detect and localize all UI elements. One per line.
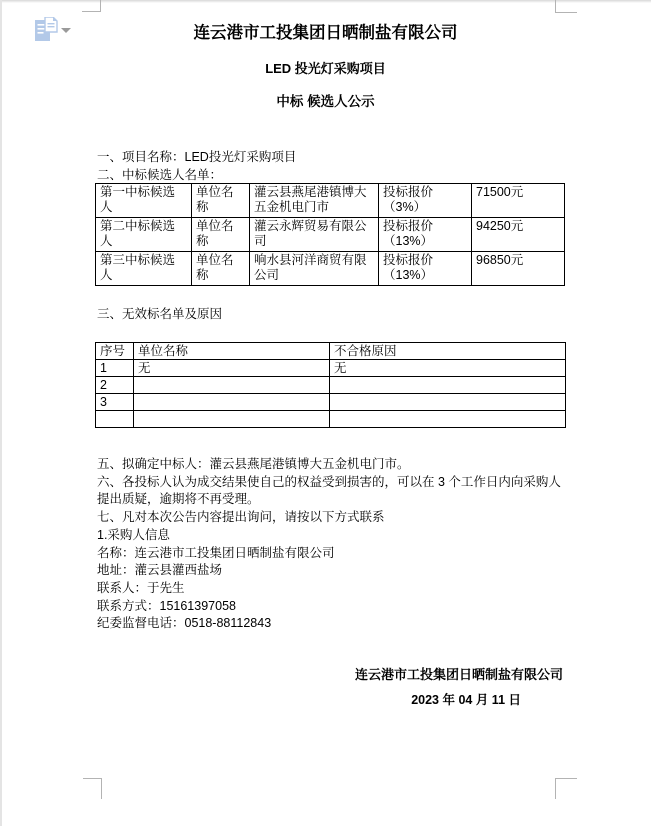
table-row <box>96 411 566 428</box>
row-no: 2 <box>96 377 134 394</box>
section-3-invalid-bids-label: 三、无效标名单及原因 <box>97 307 223 321</box>
contact-phone: 联系方式：15161397058 <box>97 598 236 613</box>
candidate-rank: 第二中标候选人 <box>96 218 192 252</box>
candidates-table <box>95 183 565 286</box>
signature-date: 2023 年 04 月 11 日 <box>411 693 521 707</box>
signature-block <box>97 664 563 708</box>
doc-title-company: 连云港市工投集团日晒制盐有限公司 <box>193 24 458 42</box>
row-no: 3 <box>96 394 134 411</box>
doc-title-project: LED 投光灯采购项目 <box>265 61 386 76</box>
table-row <box>96 394 566 411</box>
margin-mark-bottom-right <box>555 778 577 799</box>
price-value: 71500元 <box>472 184 565 218</box>
row-unit <box>134 411 330 428</box>
row-unit <box>134 377 330 394</box>
candidate-company: 灌云县燕尾港镇博大五金机电门市 <box>250 184 379 218</box>
doc-title-announcement: 中标 候选人公示 <box>276 94 375 109</box>
margin-mark-bottom-left <box>83 778 102 799</box>
col-header-unit: 单位名称 <box>134 343 330 360</box>
invalid-bids-table <box>95 342 566 428</box>
price-label: 投标报价（13%） <box>379 218 472 252</box>
row-reason: 无 <box>330 360 566 377</box>
unit-label: 单位名称 <box>192 184 250 218</box>
purchaser-info-label: 1.采购人信息 <box>97 527 170 542</box>
contact-person: 联系人：于先生 <box>97 580 185 595</box>
supervision-phone: 纪委监督电话：0518-88112843 <box>97 616 272 631</box>
contact-address: 地址：灌云县灌西盐场 <box>97 563 223 578</box>
table-row <box>96 184 565 218</box>
margin-mark-top-left <box>82 0 101 12</box>
table-header-row <box>96 343 566 360</box>
row-unit: 无 <box>134 360 330 377</box>
section-5-winner: 五、拟确定中标人：灌云县燕尾港镇博大五金机电门市。 <box>97 457 410 471</box>
section-1-project-name: 一、项目名称：LED投光灯采购项目 <box>97 150 297 164</box>
price-label: 投标报价（13%） <box>379 252 472 286</box>
lower-text-block <box>97 456 565 633</box>
row-no: 1 <box>96 360 134 377</box>
table-row <box>96 377 566 394</box>
candidate-rank: 第三中标候选人 <box>96 252 192 286</box>
col-header-reason: 不合格原因 <box>330 343 566 360</box>
price-label: 投标报价（3%） <box>379 184 472 218</box>
candidate-company: 响水县河洋商贸有限公司 <box>250 252 379 286</box>
section-7-contact-intro: 七、凡对本次公告内容提出询问，请按以下方式联系 <box>97 510 385 525</box>
row-reason <box>330 394 566 411</box>
contact-name: 名称：连云港市工投集团日晒制盐有限公司 <box>97 545 335 560</box>
unit-label: 单位名称 <box>192 218 250 252</box>
signature-company: 连云港市工投集团日晒制盐有限公司 <box>354 667 563 682</box>
table-row <box>96 252 565 286</box>
margin-mark-top-right <box>555 0 577 13</box>
row-reason <box>330 411 566 428</box>
table-row <box>96 218 565 252</box>
price-value: 96850元 <box>472 252 565 286</box>
table-row <box>96 360 566 377</box>
section-6-objection: 六、各投标人认为成交结果使自己的权益受到损害的，可以在 3 个工作日内向采购人提出质疑，逾期将不再受理。 <box>97 474 561 507</box>
candidate-company: 灌云永辉贸易有限公司 <box>250 218 379 252</box>
page-left-edge <box>0 0 2 826</box>
section-2-candidate-list-label: 二、中标候选人名单： <box>97 168 223 182</box>
col-header-no: 序号 <box>96 343 134 360</box>
row-unit <box>134 394 330 411</box>
row-no <box>96 411 134 428</box>
unit-label: 单位名称 <box>192 252 250 286</box>
row-reason <box>330 377 566 394</box>
candidate-rank: 第一中标候选人 <box>96 184 192 218</box>
price-value: 94250元 <box>472 218 565 252</box>
